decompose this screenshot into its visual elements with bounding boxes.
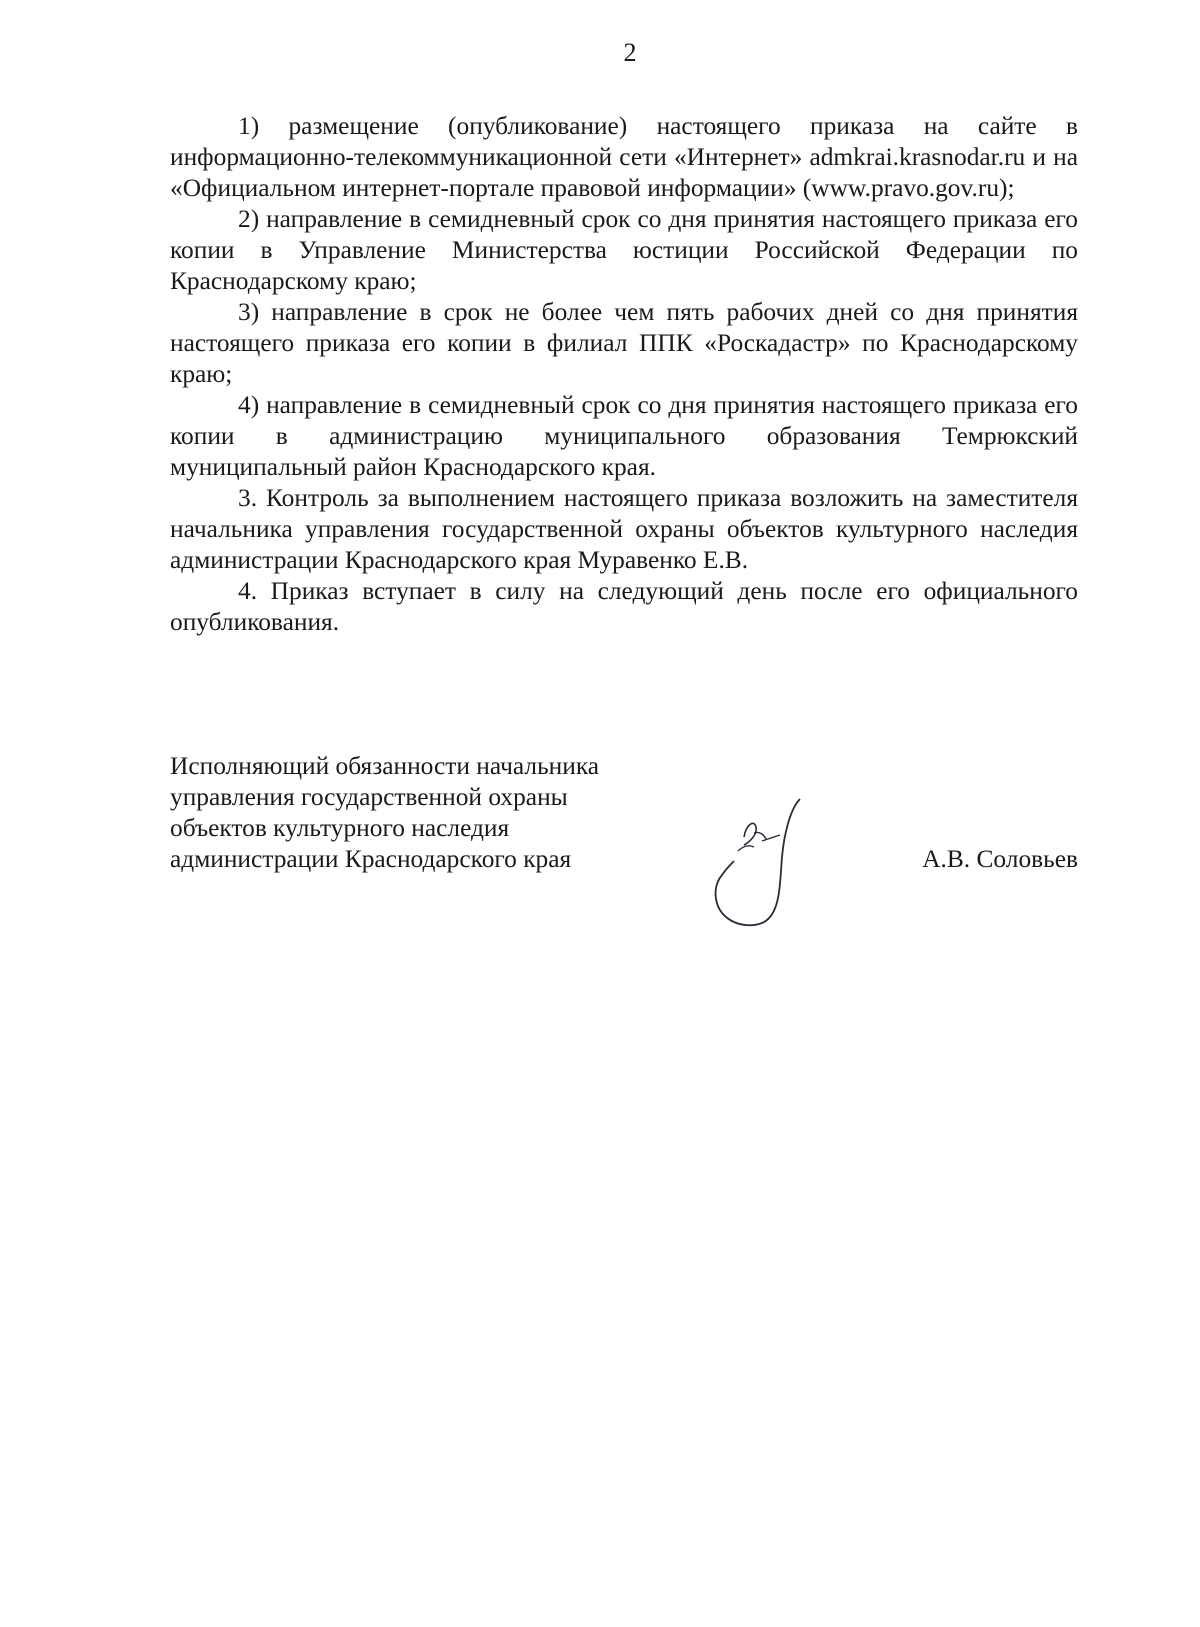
signature-block: [170, 751, 1078, 951]
signatory-position-line: администрации Краснодарского края: [170, 845, 572, 873]
signatory-position-line: управления государственной охраны: [170, 783, 568, 811]
paragraph-publication: 1) размещение (опубликование) настоящего приказа на сайте в информационно-телекоммуникационной сети «Интернет» admkrai.krasnodar.ru и на «Официальном интернет-портале правовой информации» (www.pravo.gov.ru);: [170, 112, 1078, 202]
paragraph-roskadastr: 3) направление в срок не более чем пять рабочих дней со дня принятия настоящего приказа его копии в филиал ППК «Роскадастр» по Краснодарскому краю;: [170, 298, 1078, 388]
paragraph-municipal-administration: 4) направление в семидневный срок со дня принятия настоящего приказа его копии в администрацию муниципального образования Темрюкский муниципальный район Краснодарского края.: [170, 391, 1078, 481]
signatory-position-line: Исполняющий обязанности начальника: [170, 752, 600, 780]
paragraph-effective-date: 4. Приказ вступает в силу на следующий день после его официального опубликования.: [170, 577, 1078, 636]
paragraph-ministry-of-justice: 2) направление в семидневный срок со дня принятия настоящего приказа его копии в Управление Министерства юстиции Российской Федерации по Краснодарскому краю;: [170, 205, 1078, 295]
page-number: 2: [623, 38, 637, 67]
signatory-name: А.В. Соловьев: [922, 845, 1078, 873]
document-body: [170, 111, 1078, 638]
handwritten-signature-icon: [704, 795, 824, 935]
signatory-position: [170, 751, 690, 875]
signatory-position-line: объектов культурного наследия: [170, 814, 510, 842]
paragraph-control: 3. Контроль за выполнением настоящего приказа возложить на заместителя начальника управления государственной охраны объектов культурного наследия администрации Краснодарского края Муравенко Е.В.: [170, 484, 1078, 574]
